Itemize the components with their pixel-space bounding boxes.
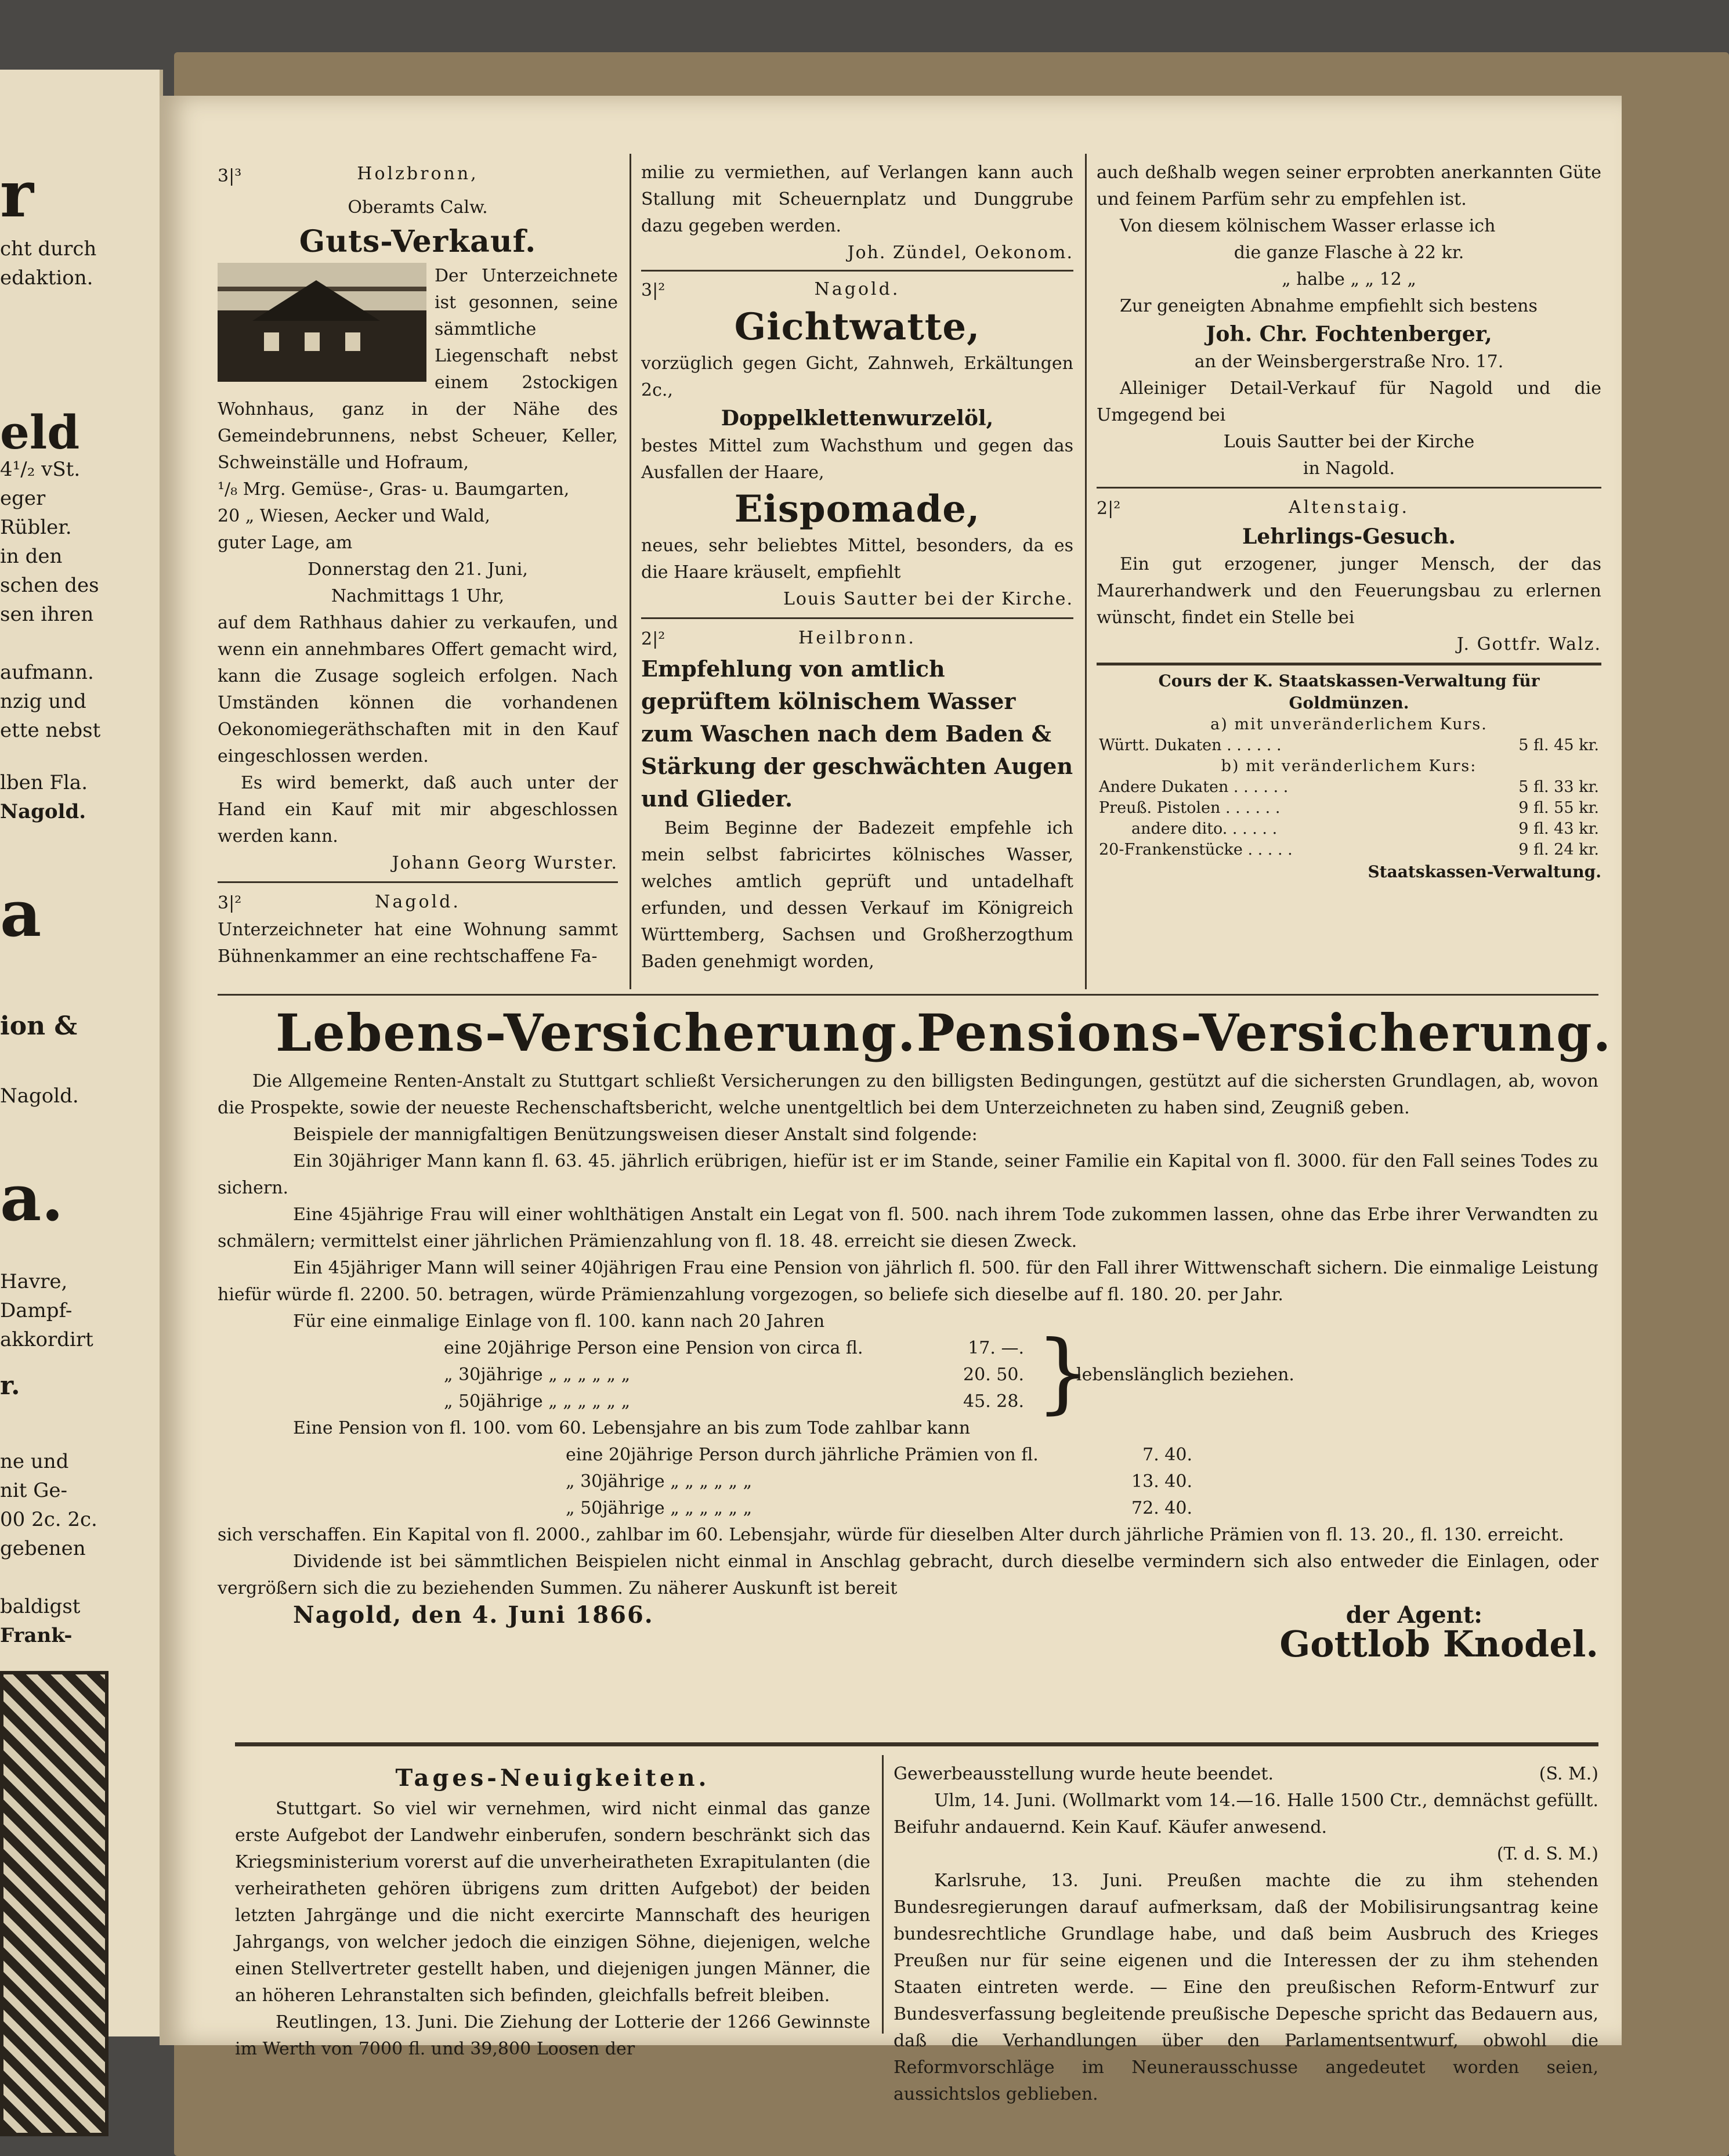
pension-table-1: [218, 1322, 1598, 1423]
left-fragment: Havre,: [0, 1270, 68, 1293]
ad-text: Zur geneigten Abnahme empfiehlt sich bestens: [1120, 296, 1538, 316]
ad-number: 2|²: [641, 629, 665, 649]
table-row: [566, 1468, 1192, 1495]
ad-text: guter Lage, am: [218, 533, 353, 553]
ad-text: in Nagold.: [1303, 458, 1395, 479]
left-fragment: schen des: [0, 574, 99, 597]
ad-place: Heilbronn.: [798, 628, 916, 648]
left-fragment: akkordirt: [0, 1328, 93, 1351]
left-fragment: 4¹/₂ vSt.: [0, 458, 81, 481]
left-fragment: a: [0, 876, 42, 951]
rates-subhead: a) mit unveränderlichem Kurs.: [1210, 715, 1488, 733]
ad-number: 3|²: [218, 893, 242, 913]
news-right-column: [894, 1761, 1598, 2104]
ad-title: Empfehlung von amtlich geprüftem kölnischem Wasser zum Waschen nach dem Baden & Stärkung der geschwächten Augen und Glieder.: [641, 656, 1073, 812]
ad-title: Doppelklettenwurzelöl,: [721, 406, 994, 431]
ad-text: bestes Mittel zum Wachsthum und gegen das Ausfallen der Haare,: [641, 436, 1073, 483]
ad-text: 20 „ Wiesen, Aecker und Wald,: [218, 506, 490, 526]
insurance-title-right: Pensions-Versicherung.: [916, 1003, 1612, 1063]
left-fragment: Nagold.: [0, 1084, 79, 1108]
merchant-address: an der Weinsbergerstraße Nro. 17.: [1194, 352, 1504, 372]
left-fragment: edaktion.: [0, 266, 93, 290]
ad-number: 3|³: [218, 166, 242, 186]
insurance-example: Eine Pension von fl. 100. vom 60. Lebensjahre an bis zum Tode zahlbar kann: [293, 1418, 971, 1438]
news-title: Tages-Neuigkeiten.: [395, 1764, 710, 1792]
left-fragment: eld: [0, 405, 80, 460]
row-value: 72. 40.: [1131, 1498, 1192, 1518]
insurance-place-date: Nagold, den 4. Juni 1866.: [293, 1601, 654, 1629]
row-label: eine 20jährige Person durch jährliche Prämien von fl.: [566, 1445, 1039, 1465]
table-row: [444, 1335, 1024, 1362]
left-fragment: ion &: [0, 1011, 78, 1041]
insurance-ad: [218, 1001, 1612, 1703]
left-fragment: aufmann.: [0, 661, 94, 684]
price-line: die ganze Flasche à 22 kr.: [1234, 243, 1464, 263]
ad-divider: [1097, 487, 1601, 489]
insurance-intro: Die Allgemeine Renten-Anstalt zu Stuttgart schließt Versicherungen zu den billigsten Bedingungen, gestützt auf die sichersten Grundlagen, ab, wovon die Prospekte, sowie der neueste Rechenschaftsbericht, welche unentgeltlich bei dem Unterzeichneten zu haben sind, Zeugniß geben.: [218, 1071, 1598, 1118]
ad-divider: [641, 617, 1073, 619]
table-row: [1097, 777, 1601, 798]
ad-place: Altenstaig.: [1288, 497, 1410, 518]
insurance-examples-intro: Beispiele der mannigfaltigen Benützungsweisen dieser Anstalt sind folgende:: [293, 1124, 978, 1145]
column-2: [641, 160, 1073, 995]
row-value: 13. 40.: [1131, 1471, 1192, 1492]
table-row: [1097, 819, 1601, 840]
left-fragment: gebenen: [0, 1537, 86, 1560]
news-divider: [235, 1742, 1598, 1746]
row-value: 20. 50.: [963, 1365, 1024, 1385]
left-fragment: Frank-: [0, 1624, 73, 1647]
ad-text: vorzüglich gegen Gicht, Zahnweh, Erkältungen 2c.,: [641, 353, 1073, 400]
news-item: Ulm, 14. Juni. (Wollmarkt vom 14.—16. Halle 1500 Ctr., demnächst gefüllt. Beifuhr andauernd. Kein Kauf. Käufer anwesend.: [894, 1790, 1598, 1837]
left-fragment: lben Fla.: [0, 771, 88, 794]
insurance-dividend: Dividende ist bei sämmtlichen Beispielen nicht einmal in Anschlag gebracht, durch dieselbe vermindern sich also entweder die Einlagen, oder vergrößern sich die zu beziehenden Summen. Zu näherer Auskunft ist bereit: [218, 1551, 1598, 1598]
column-1: [218, 160, 618, 995]
news-source: (T. d. S. M.): [1496, 1844, 1598, 1864]
insurance-example: Für eine einmalige Einlage von fl. 100. kann nach 20 Jahren: [293, 1311, 825, 1332]
rate-value: 9 fl. 24 kr.: [1518, 841, 1599, 859]
ad-title: Eispomade,: [734, 487, 981, 531]
rates-table-b: [1097, 777, 1601, 860]
ad-divider: [641, 270, 1073, 272]
ad-time: Nachmittags 1 Uhr,: [331, 586, 505, 606]
insurance-example: Eine 45jährige Frau will einer wohlthätigen Anstalt ein Legat von fl. 500. nach ihrem Tode zukommen lassen, ohne das Erbe ihrer Verwandten zu schmälern; vermittelst einer jährlichen Prämienzahlung von fl. 18. 48. erreicht sie diesen Zweck.: [218, 1204, 1598, 1251]
left-fragment: Dampf-: [0, 1299, 73, 1322]
news-item: Reutlingen, 13. Juni. Die Ziehung der Lotterie der 1266 Gewinnste im Werth von 7000 fl. und 39,800 Loosen der: [235, 2012, 870, 2059]
row-label: „ 30jährige „ „ „ „ „ „: [444, 1365, 631, 1385]
ad-signature: Johann Georg Wurster.: [392, 853, 618, 873]
column-divider: [630, 154, 631, 989]
row-label: eine 20jährige Person eine Pension von circa fl.: [444, 1338, 863, 1358]
ad-text: neues, sehr beliebtes Mittel, besonders, da es die Haare kräuselt, empfiehlt: [641, 536, 1073, 583]
ad-text: ¹/₈ Mrg. Gemüse-, Gras- u. Baumgarten,: [218, 479, 570, 500]
row-value: 45. 28.: [963, 1391, 1024, 1412]
table-row: [1097, 735, 1601, 756]
ad-text: Der Unterzeichnete ist gesonnen, seine sämmtliche Liegenschaft nebst einem 2stockigen Wohnhaus, ganz in der Nähe des Gemeindebrunnens, nebst Scheuer, Keller, Schweinställe und Hofraum,: [218, 266, 618, 473]
rate-value: 9 fl. 43 kr.: [1518, 820, 1599, 838]
left-fragment: eger: [0, 487, 46, 510]
left-fragment: ne und: [0, 1450, 69, 1473]
insurance-example: sich verschaffen. Ein Kapital von fl. 2000., zahlbar im 60. Lebensjahr, würde für dieselben Alter durch jährliche Prämien von fl. 13. 20., fl. 130. erreicht.: [218, 1525, 1564, 1545]
row-label: „ 50jährige „ „ „ „ „ „: [444, 1391, 631, 1412]
ad-place: Holzbronn,: [357, 164, 479, 184]
rate-label: Preuß. Pistolen . . . . . .: [1099, 799, 1281, 817]
ad-title: Guts-Verkauf.: [299, 224, 537, 259]
ad-number: 3|²: [641, 280, 665, 301]
rates-title: Cours der K. Staatskassen-Verwaltung für Goldmünzen.: [1158, 671, 1540, 712]
row-label: „ 30jährige „ „ „ „ „ „: [566, 1471, 753, 1492]
insurance-example: Ein 30jähriger Mann kann fl. 63. 45. jährlich erübrigen, hiefür ist er im Stande, seiner Familie ein Kapital von fl. 3000. für den Fall seines Todes zu sichern.: [218, 1151, 1598, 1198]
rate-label: andere dito. . . . . .: [1131, 820, 1278, 838]
pension-note: lebenslänglich beziehen.: [1076, 1365, 1294, 1385]
left-fragment: r: [0, 157, 34, 231]
ad-signature: Louis Sautter bei der Kirche.: [783, 589, 1073, 609]
column-divider: [882, 1755, 884, 2034]
ad-text: auf dem Rathhaus dahier zu verkaufen, und wenn ein annehmbares Offert gemacht wird, kann die Zusage sogleich erfolgen. Nach Umständen können die vorhandenen Oekonomiegeräthschaften mit in den Kauf eingeschlossen werden.: [218, 613, 618, 766]
ad-text: Louis Sautter bei der Kirche: [1223, 432, 1475, 452]
rates-footer: Staatskassen-Verwaltung.: [1368, 862, 1601, 881]
ad-text: Es wird bemerkt, daß auch unter der Hand ein Kauf mit mir abgeschlossen werden kann.: [218, 773, 618, 847]
left-fragment: baldigst: [0, 1595, 81, 1618]
rate-value: 9 fl. 55 kr.: [1518, 799, 1599, 817]
rate-label: 20-Frankenstücke . . . . .: [1099, 841, 1293, 859]
left-page-fragment: [0, 70, 163, 2036]
left-fragment: in den: [0, 545, 63, 568]
ad-text: Alleiniger Detail-Verkauf für Nagold und die Umgegend bei: [1097, 378, 1601, 425]
insurance-agent-label: der Agent:: [1345, 1601, 1482, 1629]
price-line: „ halbe „ „ 12 „: [1282, 269, 1416, 290]
insurance-title-left: Lebens-Versicherung.: [276, 1003, 917, 1063]
ad-divider: [218, 881, 618, 883]
table-row: [444, 1388, 1024, 1415]
column-divider: [1085, 154, 1087, 989]
row-label: „ 50jährige „ „ „ „ „ „: [566, 1498, 753, 1518]
ad-title: Gichtwatte,: [734, 305, 981, 349]
news-item: Gewerbeausstellung wurde heute beendet.: [894, 1764, 1274, 1784]
ad-text: Von diesem kölnischem Wasser erlasse ich: [1120, 216, 1496, 236]
row-value: 17. —.: [968, 1338, 1024, 1358]
news-item: Stuttgart. So viel wir vernehmen, wird nicht einmal das ganze erste Aufgebot der Landwehr einberufen, sondern beschränkt sich das Kriegsministerium vorerst auf die unverheiratheten Exrapitulanten (die verheiratheten gehören übrigens zum dritten Aufgebot) der beiden letzten Jahrgänge und die nicht exercirte Mannschaft des heurigen Jahrgangs, von welcher jedoch die einzigen Söhne, diejenigen, welche einen Stellvertreter gestellt haben, und diejenigen jungen Männer, die an höheren Lehranstalten sich befinden, gleichfalls befreit bleiben.: [235, 1799, 870, 2006]
ad-divider: [1097, 663, 1601, 665]
left-fragment: r.: [0, 1371, 20, 1401]
ad-text: milie zu vermiethen, auf Verlangen kann auch Stallung mit Scheuernplatz und Dunggrube dazu gegeben werden.: [641, 162, 1073, 236]
ad-place: Nagold.: [375, 892, 461, 912]
merchant-name: Joh. Chr. Fochtenberger,: [1206, 322, 1492, 346]
ad-text: Ein gut erzogener, junger Mensch, der das Maurerhandwerk und den Feuerungsbau zu erlernen wünscht, findet ein Stelle bei: [1097, 554, 1601, 628]
news-left-column: [235, 1761, 870, 2059]
ad-place: Nagold.: [814, 279, 900, 299]
rate-label: Württ. Dukaten . . . . . .: [1099, 736, 1282, 754]
ornamental-border: [0, 1671, 108, 2136]
ad-title: Lehrlings-Gesuch.: [1242, 524, 1456, 549]
insurance-agent-name: Gottlob Knodel.: [1279, 1623, 1598, 1665]
table-row: [1097, 840, 1601, 860]
ad-district: Oberamts Calw.: [348, 197, 488, 218]
ad-text: Beim Beginne der Badezeit empfehle ich mein selbst fabricirtes kölnisches Wasser, welches amtlich geprüft und untadelhaft erfunden, und dessen Verkauf im Königreich Württemberg, Sachsen und Großherzogthum Baden genehmigt worden,: [641, 818, 1073, 972]
rates-subhead: b) mit veränderlichem Kurs:: [1221, 757, 1477, 775]
left-fragment: ette nebst: [0, 719, 101, 742]
insurance-example: Ein 45jähriger Mann will seiner 40jährigen Frau eine Pension von jährlich fl. 500. für den Fall ihrer Wittwenschaft sichern. Die einmalige Leistung hiefür würde fl. 2200. 50. betragen, würde Prämienzahlung vorgezogen, so beliefe sich dieselbe auf fl. 180. 20. per Jahr.: [218, 1258, 1598, 1305]
table-row: [444, 1362, 1024, 1388]
pension-table-2: [218, 1442, 1598, 1522]
farmhouse-woodcut-image: [218, 263, 426, 382]
newspaper-page: [160, 96, 1622, 2104]
row-value: 7. 40.: [1142, 1445, 1192, 1465]
ad-signature: J. Gottfr. Walz.: [1456, 634, 1601, 654]
brace-icon: }: [1036, 1322, 1091, 1423]
news-item: Karlsruhe, 13. Juni. Preußen machte die zu ihm stehenden Bundesregierungen darauf aufmerksam, daß der Mobilisirungsantrag keine bundesrechtliche Grundlage habe, und daß beim Ausbruch des Krieges Preußen nur für seine eigenen und die Interessen der zu ihm stehenden Staaten eintreten werde. — Eine den preußischen Reform-Entwurf zur Bundesverfassung begleitende preußische Depesche spricht das Bedauern aus, daß die Verhandlungen über den Parlamentsentwurf, obwohl die Reformvorschläge im Neunerausschusse angedeutet worden seien, aussichtslos geblieben.: [894, 1871, 1598, 2104]
table-row: [566, 1442, 1192, 1468]
rate-value: 5 fl. 33 kr.: [1518, 778, 1599, 796]
ad-text: auch deßhalb wegen seiner erprobten anerkannten Güte und feinem Parfüm sehr zu empfehlen ist.: [1097, 162, 1601, 209]
table-row: [1097, 798, 1601, 819]
left-fragment: Rübler.: [0, 516, 72, 539]
left-fragment: a.: [0, 1160, 64, 1235]
left-fragment: Nagold.: [0, 800, 86, 823]
left-fragment: 00 2c. 2c.: [0, 1508, 97, 1531]
news-source: (S. M.): [1539, 1764, 1598, 1784]
ad-text: Unterzeichneter hat eine Wohnung sammt Bühnenkammer an eine rechtschaffene Fa-: [218, 920, 618, 967]
column-3: [1097, 160, 1601, 995]
left-fragment: nit Ge-: [0, 1479, 68, 1502]
table-row: [566, 1495, 1192, 1522]
ad-date: Donnerstag den 21. Juni,: [308, 559, 528, 580]
left-fragment: nzig und: [0, 690, 86, 713]
ad-signature: Joh. Zündel, Oekonom.: [847, 243, 1073, 263]
ad-number: 2|²: [1097, 498, 1121, 519]
rates-table-a: [1097, 735, 1601, 756]
rate-value: 5 fl. 45 kr.: [1518, 736, 1599, 754]
left-fragment: cht durch: [0, 237, 97, 261]
left-fragment: sen ihren: [0, 603, 94, 626]
rate-label: Andere Dukaten . . . . . .: [1099, 778, 1289, 796]
